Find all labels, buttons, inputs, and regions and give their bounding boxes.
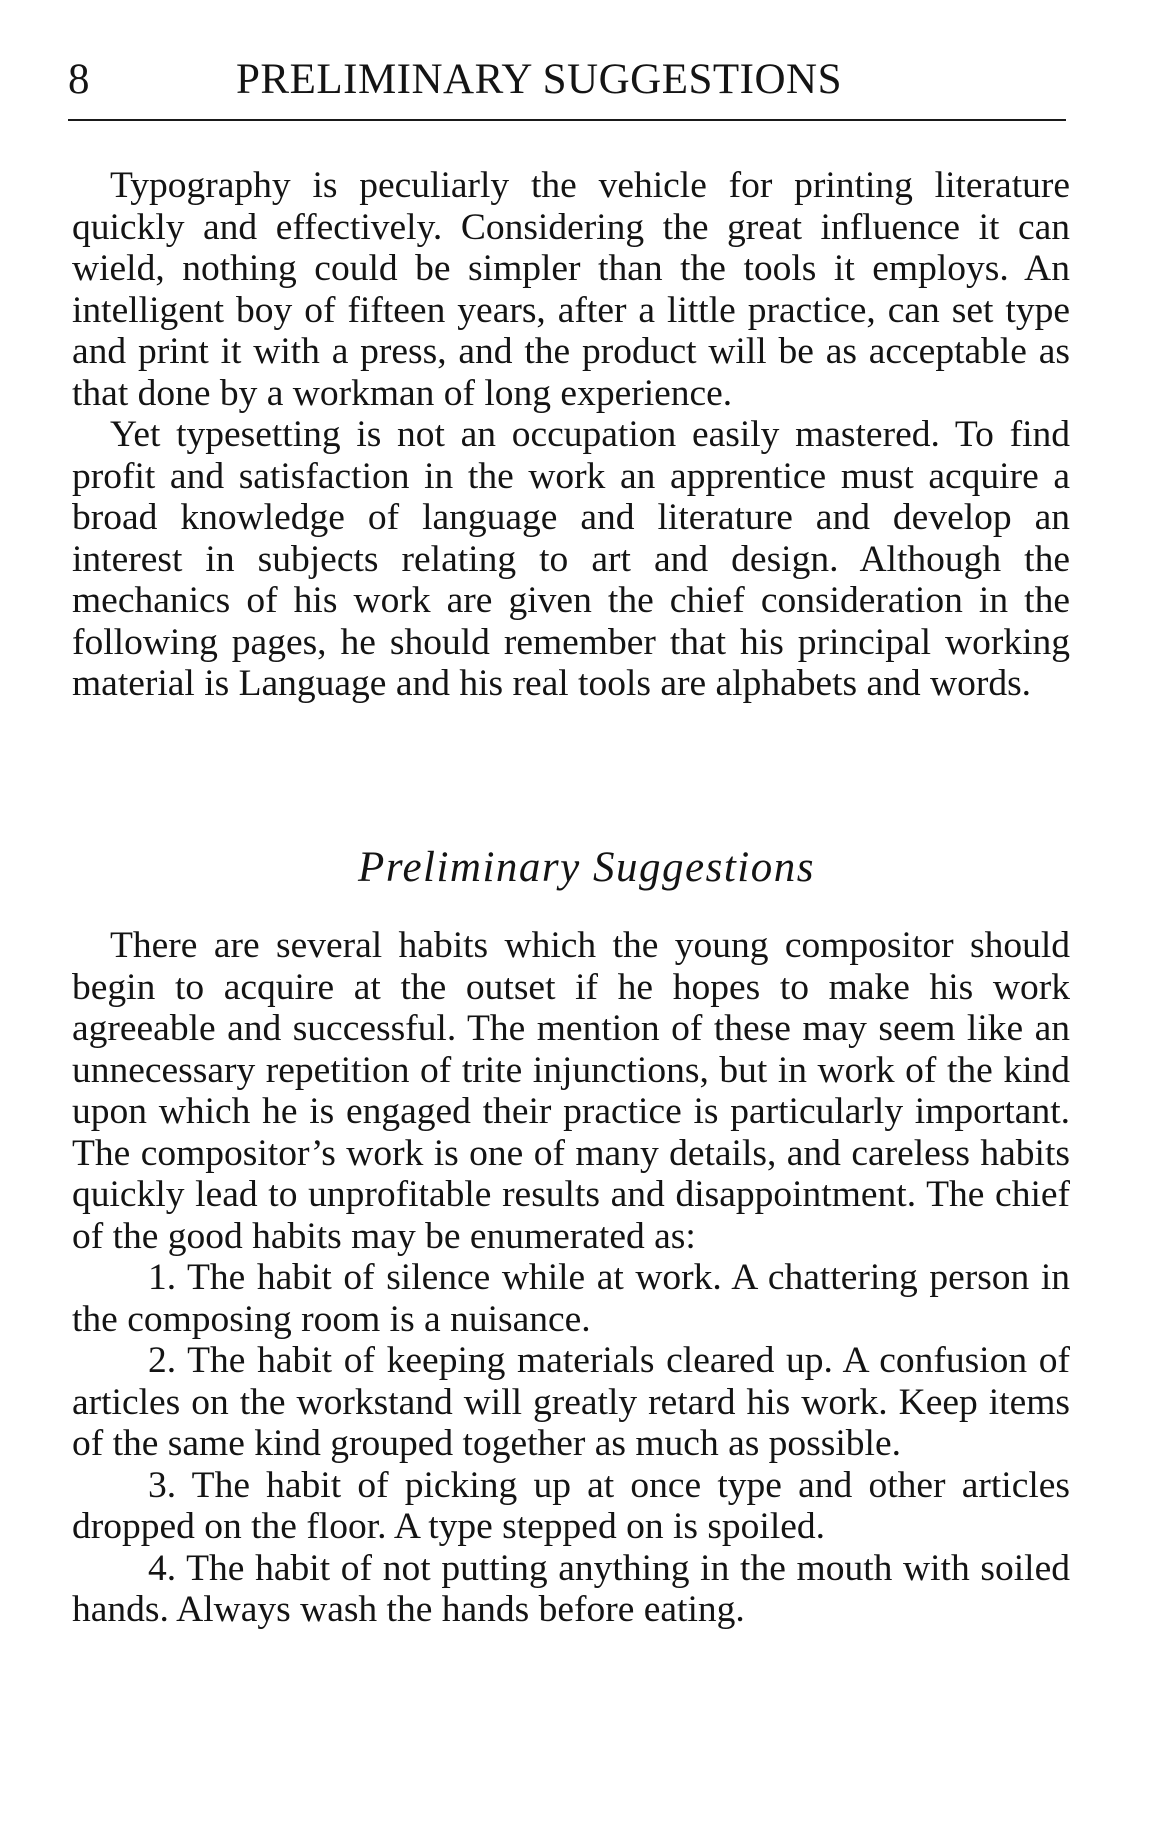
intro-paragraph-2: Yet typesetting is not an occupation easily mastered. To find profit and satisfaction in the work an apprentice must acquire a broad knowledge of language and literature and develop an interest in subjects relating to art and design. Although the mechanics of his work are given the chief consideration in the following pages, he should remember that his principal working material is Language and his real tools are alphabets and words. — [72, 414, 1070, 704]
suggestions-section — [72, 925, 1070, 1631]
habit-number: 1. — [148, 1257, 177, 1298]
habit-item-2 — [72, 1340, 1070, 1465]
page-number: 8 — [68, 56, 90, 103]
habit-text: The habit of silence while at work. A chattering person in the composing room is a nuisance. — [72, 1257, 1071, 1340]
suggestions-paragraph: There are several habits which the young compositor should begin to acquire at the outset if he hopes to make his work agreeable and successful. The mention of these may seem like an unnecessary repetition of trite injunctions, but in work of the kind upon which he is engaged their practice is particularly important. The compositor’s work is one of many details, and careless habits quickly lead to unprofitable results and disappointment. The chief of the good habits may be enumerated as: — [72, 925, 1070, 1257]
running-head — [68, 50, 1068, 110]
habit-text: The habit of keeping materials cleared up. A confusion of articles on the workstand will greatly retard his work. Keep items of the same kind grouped together as much as possible. — [72, 1340, 1070, 1464]
habit-text: The habit of not putting anything in the mouth with soiled hands. Always wash the hands before eating. — [72, 1547, 1070, 1630]
habit-number: 4. — [148, 1547, 177, 1589]
section-heading: Preliminary Suggestions — [358, 844, 815, 891]
intro-paragraph-1: Typography is peculiarly the vehicle for printing literature quickly and effectively. Considering the great influence it can wield, nothing could be simpler than the tools it employs. An intelligent boy of fifteen years, after a little practice, can set type and print it with a press, and the product will be as acceptable as that done by a workman of long experience. — [72, 165, 1070, 414]
habit-item-3 — [72, 1465, 1070, 1548]
header-rule — [68, 119, 1066, 121]
habit-text: The habit of picking up at once type and other articles dropped on the floor. A type stepped on is spoiled. — [72, 1464, 1070, 1547]
running-title: PRELIMINARY SUGGESTIONS — [236, 56, 842, 103]
habit-number: 2. — [148, 1340, 177, 1381]
habit-number: 3. — [148, 1464, 177, 1506]
habit-item-4 — [72, 1548, 1070, 1631]
habit-item-1 — [72, 1257, 1070, 1340]
intro-section — [72, 165, 1070, 705]
